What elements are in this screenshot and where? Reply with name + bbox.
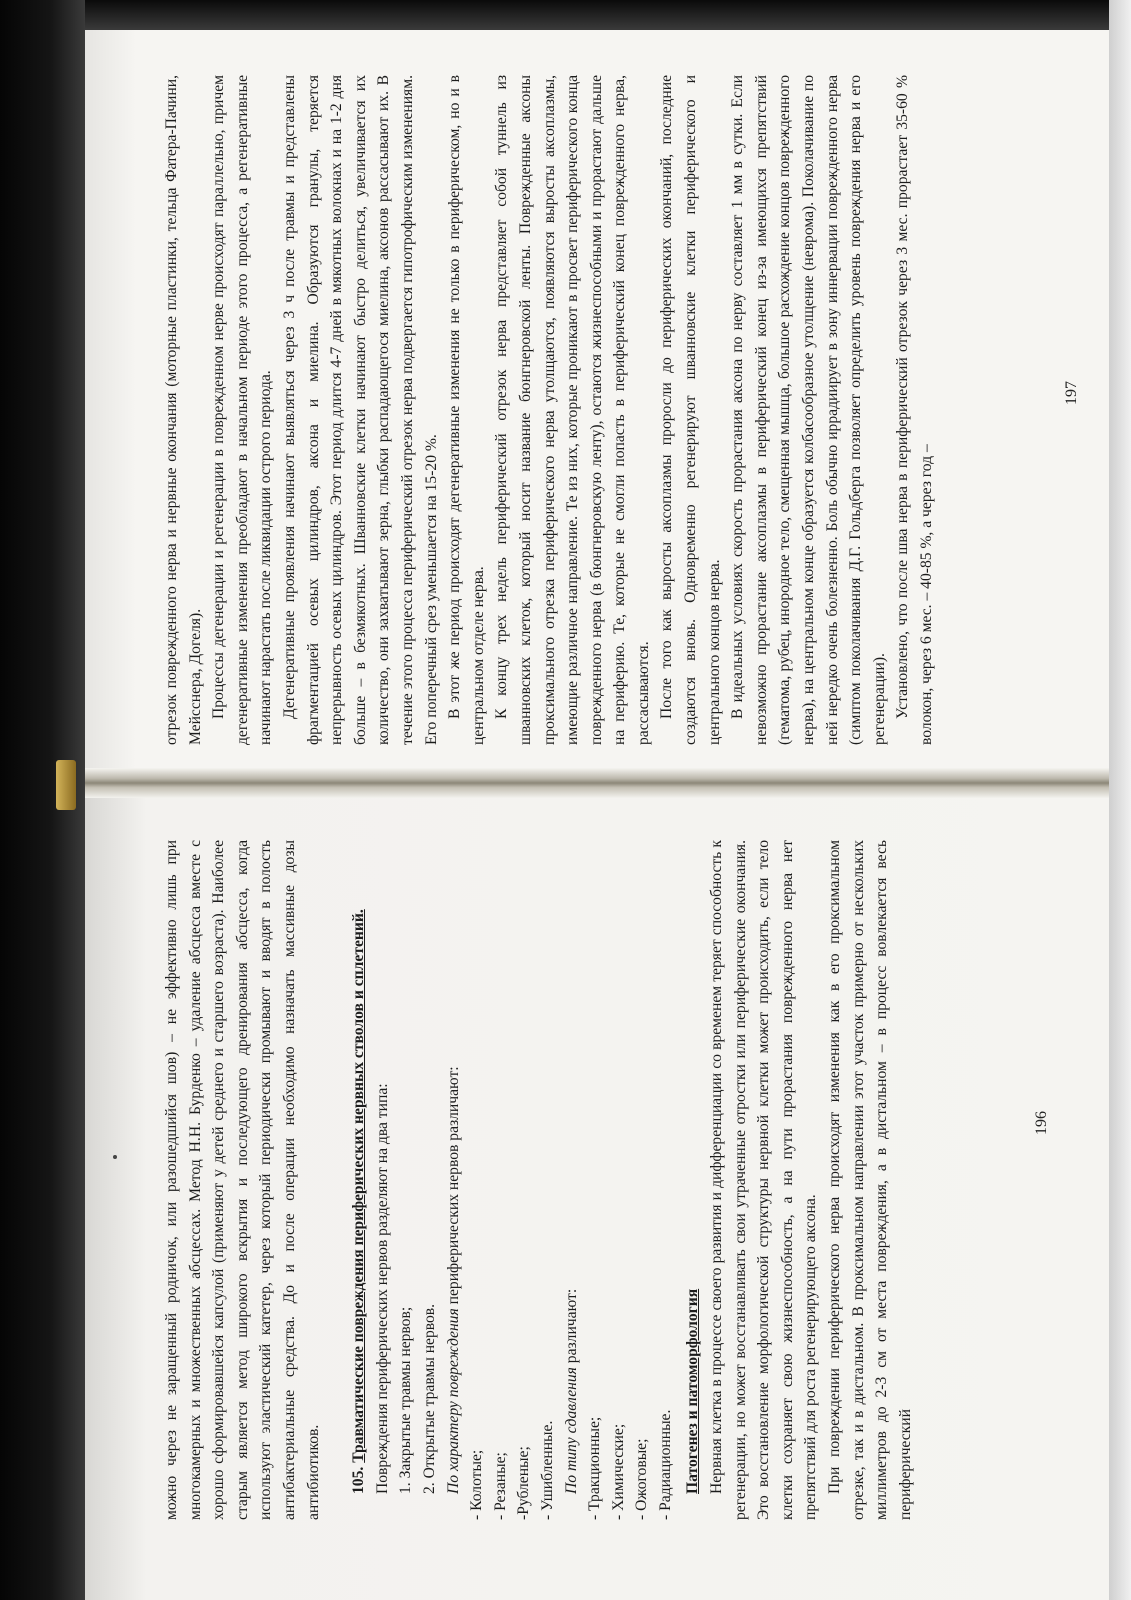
character-item: - Ушибленные. [538, 1420, 556, 1520]
spine-binding-mark [56, 760, 76, 810]
type-2: 2. Открытые травмы нервов. [420, 1303, 438, 1494]
section-title: Травматические повреждения периферических нервных стволов и сплетений. [350, 909, 368, 1463]
pathogenesis-title: Патогенез и патоморфология [684, 1288, 702, 1494]
page-196 [160, 840, 917, 1520]
section-heading [347, 840, 371, 1520]
by-character-intro [442, 840, 466, 1520]
character-item: -Рубленые; [515, 1446, 533, 1520]
character-item: - Колотые; [468, 1449, 486, 1520]
types-intro: Повреждения периферических нервов разделяют на два типа: [373, 1083, 391, 1494]
intro-paragraph: можно через не заращенный родничок, или разошедшийся шов) – не эффективно лишь при многокамерных и множественных абсцессах. Метод Н.Н. Бурденко – удаление абсцесса вместе с хорошо сформировавшейся капсулой (применяют у детей среднего и старшего возраста). Наиболее старым является метод широкого вскрытия и последующего дренирования абсцесса, когда используют эластический катетер, через который периодически промывают и вводят в полость антибактериальные средства. До и после операции необходимо назначать массивные дозы антибиотиков. [163, 840, 322, 1520]
paragraph-4: К концу трех недель периферический отрезок нерва представляет собой туннель из шванновских клеток, который носит название бюнгнеровской ленты. Поврежденные аксоны проксимального отрезка периферического нерва утолщаются, появляются выросты аксоплазмы, имеющие различное направление. Те из них, которые проникают в просвет периферического конца поврежденного нерва (в бюнгнеровскую ленту), остаются жизнеспособными и прорастают дальше на периферию. Те, которые не смогли попасть в периферический конец поврежденного нерва, рассасываются. [493, 75, 652, 745]
pathogenesis-heading [681, 840, 705, 1520]
by-character-label: По характеру повреждения [444, 1308, 462, 1494]
by-character-rest: периферических нервов различают: [444, 1066, 462, 1309]
page-number-197: 197 [1063, 381, 1080, 405]
page-197 [160, 75, 939, 745]
pathogenesis-paragraph-2: При повреждении периферического нерва происходят изменения как в его проксимальном отрезке, так и в дистальном. В проксимальном направлении этот участок примерно от нескольких миллиметров до 2-3 см от места повреждения, а в дистальном – в процесс вовлекается весь периферический [826, 840, 914, 1520]
paragraph-5: После того как выросты аксоплазмы проросли до периферических окончаний, последние создаются вновь. Одновременно регенерируют шванновские клетки периферического и центрального концов нерва. [658, 75, 723, 745]
scanner-right-edge [1109, 0, 1131, 1600]
type-item: - Радиационные. [656, 1409, 674, 1520]
character-item: - Резаные; [491, 1452, 509, 1520]
paragraph-7: Установлено, что после шва нерва в периферический отрезок через 3 мес. прорастает 35-60 % волокон, через 6 мес. – 40-85 %, а через год – [894, 75, 935, 745]
paragraph-0: отрезок поврежденного нерва и нервные окончания (моторные пластинки, тельца Фатера-Пачини, Мейсснера, Догеля). [163, 75, 204, 745]
book-spine [85, 768, 1109, 798]
by-type-label: По типу сдавления [562, 1367, 580, 1494]
by-type-rest: различают: [562, 1288, 580, 1368]
page-number-196: 196 [1033, 1111, 1050, 1135]
paper-speck [113, 1155, 117, 1159]
paragraph-1: Процессы дегенерации и регенерации в поврежденном нерве происходят параллельно, причем дегенеративные изменения преобладают в начальном периоде этого процесса, а регенеративные начинают нарастать после ликвидации острого периода. [210, 75, 275, 745]
paragraph-3: В этот же период происходят дегенеративные изменения не только в периферическом, но и в центральном отделе нерва. [446, 75, 487, 745]
type-item: - Химические; [609, 1423, 627, 1520]
paragraph-6: В идеальных условиях скорость прорастания аксона по нерву составляет 1 мм в сутки. Если невозможно прорастание аксоплазмы в периферический конец из-за имеющихся препятствий (гематома, рубец, инородное тело, смещенная мышца, большое расхождение концов поврежденного нерва), на центральном конце образуется колбасообразное утолщение (неврома). Поколачивание по ней нередко очень болезненно. Боль обычно иррадиирует в зону иннервации поврежденного нерва (симптом поколачивания Д.Г. Гольдберга позволяет определить уровень повреждения нерва и его регенерации). [729, 75, 888, 745]
scanner-top-edge [85, 0, 1131, 30]
section-number: 105. [350, 1466, 368, 1494]
by-type-intro [560, 840, 584, 1520]
paragraph-2: Дегенеративные проявления начинают выявляться через 3 ч после травмы и представлены фрагментацией осевых цилиндров, аксона и миелина. Образуются гранулы, теряется непрерывность осевых цилиндров. Этот период длится 4-7 дней в мякотных волокнах и на 1-2 дня больше – в безмякотных. Шванновские клетки начинают быстро делиться, увеличивается их количество, они захватывают зерна, глыбки распадающегося миелина, аксонов рассасывают их. В течение этого процесса периферический отрезок нерва подвергается гипотрофическим изменениям. Его поперечный срез уменьшается на 15-20 %. [280, 75, 440, 745]
pathogenesis-paragraph-1: Нервная клетка в процессе своего развития и дифференциации со временем теряет способность к регенерации, но может восстанавливать свои утраченные отростки или периферические окончания. Это восстановление морфологической структуры нервной клетки может происходить, если тело клетки сохраняет свою жизнеспособность, а на пути прорастания поврежденного нерва нет препятствий для роста регенерирующего аксона. [708, 840, 820, 1520]
type-1: 1. Закрытые травмы нервов; [397, 1306, 415, 1494]
type-item: - Ожоговые; [633, 1438, 651, 1520]
type-item: - Тракционные; [586, 1416, 604, 1520]
